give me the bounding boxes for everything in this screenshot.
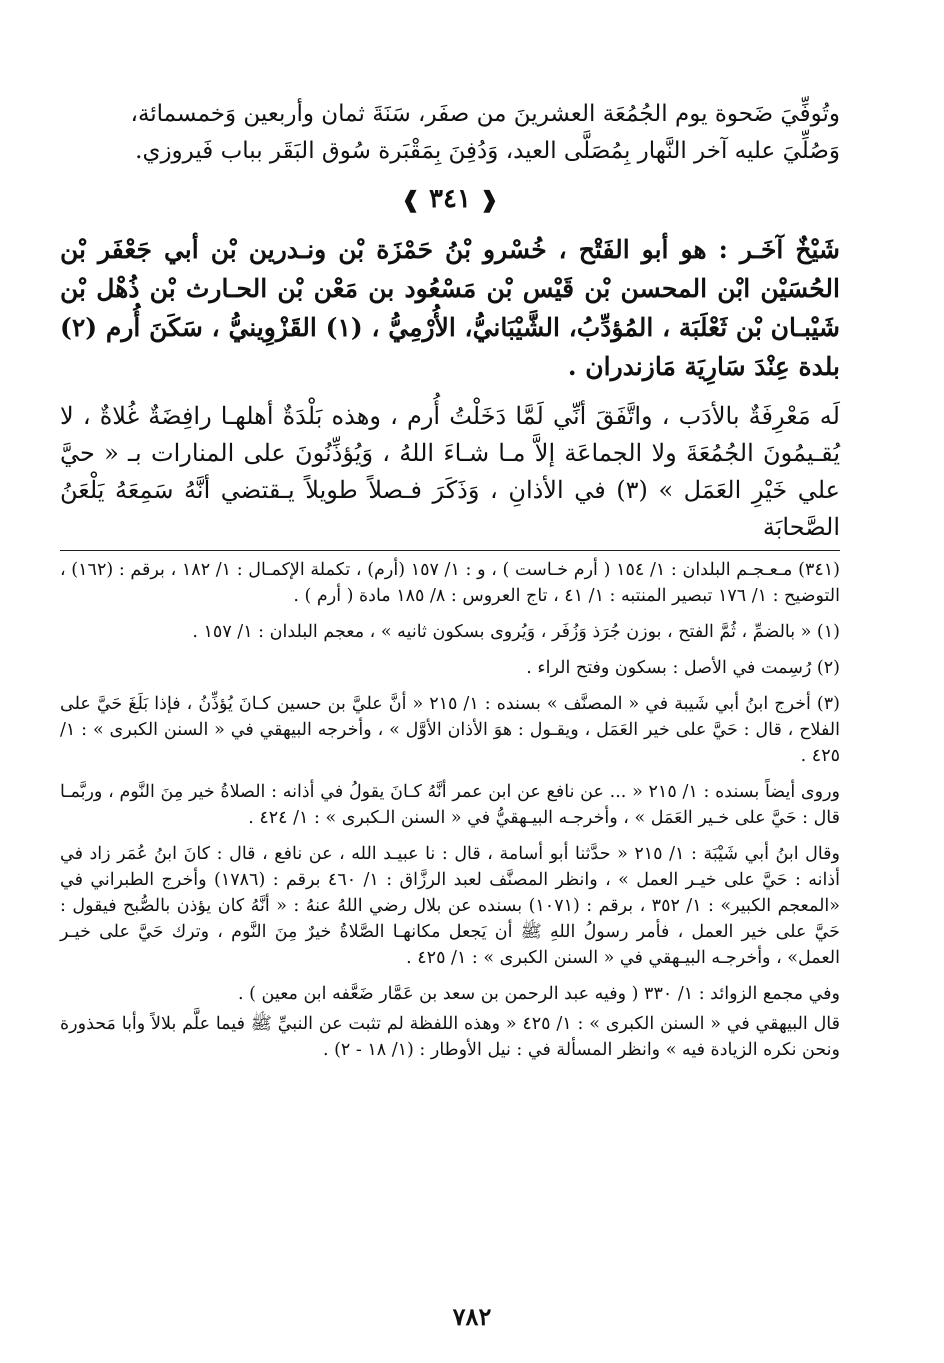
left-ornament-icon: ❰: [480, 187, 499, 213]
right-ornament-icon: ❱: [401, 187, 420, 213]
intro-line-2: وَصُلِّيَ عليه آخر النَّهار بِمُصَلَّى العيد، وَدُفِنَ بِمَقْبَرة سُوق البَقَر بباب فَيروزي.: [135, 138, 840, 164]
entry-number-value: ٣٤١: [429, 184, 471, 214]
footnote-3-continued-4: قال البيهقي في « السنن الكبرى » : ١/ ٤٢٥ « وهذه اللفظة لم تثبت عن النبيِّ ﷺ فيما علَّم بلالاً وأبا مَحذورة ونحن نكره الزيادة فيه » وانظر المسألة في : نيل الأوطار : (١/ ١٨ - ٢) .: [60, 1014, 840, 1060]
intro-paragraph: [60, 96, 840, 170]
page-number: ٧٨٢: [452, 1302, 492, 1331]
footnote-3-continued-3: وفي مجمع الزوائد : ١/ ٣٣٠ ( وفيه عبد الرحمن بن سعد بن عَمَّار ضَعَّفه ابن معين ) .: [237, 984, 840, 1004]
entry-heading-lead: شَيْخٌ آخَـر :: [706, 235, 840, 264]
page-content: [60, 96, 840, 1067]
footnotes: [60, 557, 840, 1063]
entry-heading-text: هو أبو الفَتْح ، خُسْرو بْنُ حَمْزَة بْن ونـدرين بْن أبي جَعْفَر بْن الحُسَيْن ابْن المحسن بْن قَيْس بْن مَسْعُود بن مَعْن بْن الحـارث بْن ذُهْل بْن شَيْبـان بْن ثَعْلَبَة ، المُؤدِّبُ، الشَّيْبَانيُّ، الأُرْمِيُّ ، (١) القَزْوِينيُّ ، سَكَنَ أُرم (٢) بلدة عِنْدَ سَارِيَة مَازندران .: [60, 235, 840, 381]
footnote-3-continued-1: وروى أيضاً بسنده : ١/ ٢١٥ « ... عن نافع عن ابن عمر أنَّهُ كـانَ يقولُ في أذانه : الصلاةُ خير مِنَ النَّوم ، وربَّمـا قال : حَيَّ على خـير العَمَل » ، وأخرجـه البيـهقيُّ في « السنن الـكبرى » : ١/ ٤٢٤ .: [60, 782, 840, 828]
entry-body: لَه مَعْرِفَةٌ بالأدَب ، واتَّفَقَ أنِّي لَمَّا دَخَلْتُ أُرم ، وهذه بَلْدَةٌ أهلهـا رافِضَةٌ غُلاةٌ ، لا يُقـيمُونَ الجُمُعَةَ ولا الجماعَة إلاَّ مـا شـاءَ اللهُ ، وَيُؤذِّنُونَ على المنارات بـ « حيَّ علي خَيْرِ العَمَل » (٣) في الأذانِ ، وَذَكَرَ فـصلاً طويلاً يـقتضي أنَّهُ سَمِعَهُ يَلْعَنُ الصَّحابَة: [60, 398, 840, 551]
footnote-3-continued-2: وقال ابنُ أبي شَيْبَة : ١/ ٢١٥ « حدَّثنا أبو أسامة ، قال : نا عبيـد الله ، عن نافع ، قال : كانَ ابنُ عُمَر زاد في أذانه : حَيَّ على خيـر العمل » ، وانظر المصنَّف لعبد الرزَّاق : ١/ ٤٦٠ برقم : (١٧٨٦) وأخرج الطبراني في «المعجم الكبير» : ١/ ٣٥٢ ، برقم : (١٠٧١) بسنده عن بلال رضي اللهُ عنهُ : « أنَّهُ كان يؤذن بالصُّبح فيقول : حَيَّ على خير العمل ، فأمر رسولُ اللهِ ﷺ أن يَجعل مكانهـا الصَّلاةُ خيرٌ مِنَ النَّوم ، وترك حَيَّ على خيـر العمل» ، وأخرجـه البيـهقي في « السنن الكبرى » : ١/ ٤٢٥ .: [60, 844, 841, 968]
footnote-entry-source: (٣٤١) مـعـجـم البلدان : ١/ ١٥٤ ( أرم خـاست ) ، و : ١/ ١٥٧ (أرم) ، تكملة الإكمـال : ١/ ١٨٢ ، برقم : (١٦٢) ، التوضيح : ١/ ١٧٦ تبصير المنتبه : ١/ ٤١ ، تاج العروس : ٨/ ١٨٥ مادة ( أرم ) .: [60, 560, 840, 606]
intro-line-1: وتُوفِّيَ ضَحوة يوم الجُمُعَة العشرينَ من صفَر، سَنَةَ ثمان وأربعين وَخمسمائة،: [130, 101, 840, 127]
footnote-3: (٣) أخرج ابنُ أبي شَيبة في « المصنَّف » بسنده : ١/ ٢١٥ « أنَّ عليَّ بن حسين كـانَ يُؤذِّنُ ، فإذا بَلَغَ حَيَّ على الفلاح ، قال : حَيَّ على خير العَمَل ، ويقـول : هوَ الأذان الأوَّل » ، وأخرجه البيهقي في « السنن الكبرى » : ١/ ٤٢٥ .: [60, 694, 840, 766]
entry-heading: [60, 230, 840, 386]
footnote-1: (١) « بالضمِّ ، ثُمَّ الفتح ، بوزن جُرَذ وَزُفَر ، وَيُروى بسكون ثانيه » ، معجم البلدان : ١/ ١٥٧ .: [192, 622, 840, 642]
entry-number: [60, 184, 840, 214]
footnote-2: (٢) رُسِمت في الأصل : بسكون وفتح الراء .: [526, 658, 840, 678]
